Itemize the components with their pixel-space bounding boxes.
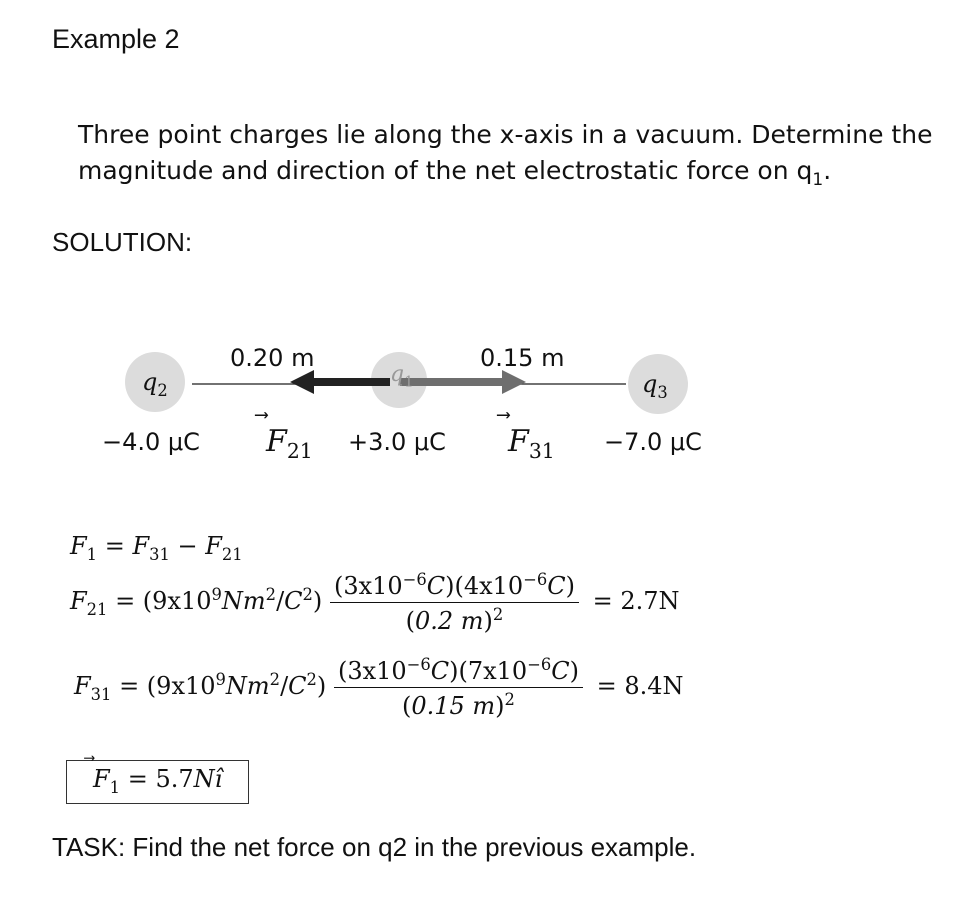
charge-diagram [100, 340, 740, 480]
equation-f21: $F_{21} = (9x10^9Nm^2/C^2)$ $\frac{(3x10^{-6}C)(4x10^{-6}C)}{(0.2 m)^2}$ = 2.7N [70, 570, 680, 635]
force-f31-arrowhead [502, 370, 526, 394]
force-f21-arrowhead [290, 370, 314, 394]
q1-label: $q_1$ [390, 362, 414, 391]
charge-diagram-graphics [100, 340, 740, 480]
distance-right-label: 0.15 m [480, 344, 565, 372]
q2-label: $q_2$ [142, 368, 168, 400]
f31-fraction: $\frac{(3x10^{-6}C)(7x10^{-6}C)}{(0.15 m)^2}$ [334, 655, 583, 720]
distance-left-label: 0.20 m [230, 344, 315, 372]
charge-q3-value: −7.0 μC [604, 428, 702, 456]
task-text: TASK: Find the net force on q2 in the previous example. [52, 832, 697, 862]
equation-net-force: $F_1 = F_{31} - F_{21}$ [70, 532, 243, 564]
answer-box: ⃗ $F_1$ = 5.7Nî [66, 760, 249, 804]
charge-q2-value: −4.0 μC [102, 428, 200, 456]
charge-q1-value: +3.0 μC [348, 428, 446, 456]
example-heading: Example 2 [52, 24, 180, 54]
problem-statement [78, 117, 932, 198]
solution-label: SOLUTION: [52, 227, 193, 257]
q3-label: $q_3$ [642, 370, 668, 402]
equation-f31: $F_{31} = (9x10^9Nm^2/C^2)$ $\frac{(3x10^{-6}C)(7x10^{-6}C)}{(0.15 m)^2}$ = 8.4N [74, 655, 684, 720]
problem-line-1: Three point charges lie along the x-axis in a vacuum. Determine the [78, 120, 933, 149]
problem-line-2: magnitude and direction of the net electrostatic force on $q_1$. [78, 156, 832, 190]
force-f21-label: ⃗ $F_{21}$ [266, 424, 313, 463]
f21-fraction: $\frac{(3x10^{-6}C)(4x10^{-6}C)}{(0.2 m)^2}$ [330, 570, 579, 635]
force-f31-label: ⃗ $F_{31}$ [508, 424, 555, 463]
